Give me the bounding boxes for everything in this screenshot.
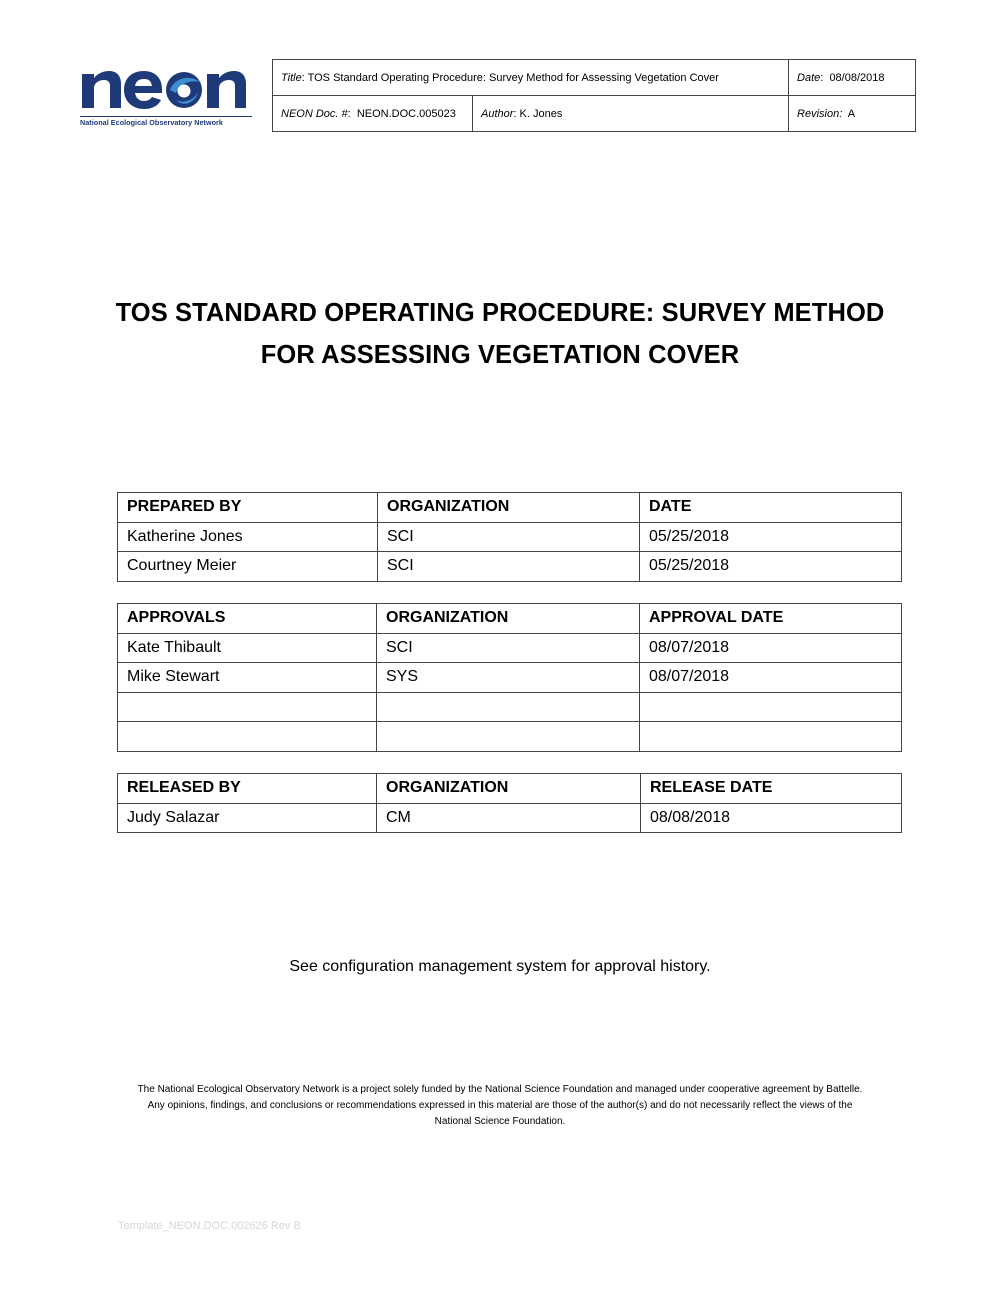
header-doc-label: NEON Doc. # <box>281 107 348 120</box>
column-header: APPROVALS <box>118 604 377 634</box>
organization-cell: SCI <box>378 552 640 582</box>
organization-cell: SYS <box>377 663 640 693</box>
column-header: RELEASE DATE <box>641 774 902 804</box>
table-row <box>118 633 902 663</box>
table-header-row <box>118 493 902 523</box>
column-header: ORGANIZATION <box>377 774 641 804</box>
header-author-value: K. Jones <box>519 107 563 120</box>
table-row <box>118 663 902 693</box>
header-author-cell: Author: K. Jones <box>473 96 789 132</box>
column-header: APPROVAL DATE <box>640 604 902 634</box>
neon-logo <box>80 60 252 132</box>
funding-disclaimer <box>100 1082 900 1130</box>
name-cell <box>118 722 377 752</box>
document-title <box>100 292 900 376</box>
approval-history-note: See configuration management system for approval history. <box>289 958 711 975</box>
table-header-row <box>118 604 902 634</box>
header-title-label: Title <box>281 71 302 84</box>
header-date-value: 08/08/2018 <box>829 71 885 84</box>
header-revision-value: A <box>847 107 856 120</box>
header-row-meta <box>273 96 916 132</box>
column-header: PREPARED BY <box>118 493 378 523</box>
header-author-label: Author <box>481 107 514 120</box>
name-cell: Courtney Meier <box>118 552 378 582</box>
organization-cell: SCI <box>377 633 640 663</box>
document-header-table <box>272 59 916 132</box>
released-by-table <box>117 773 902 833</box>
prepared-by-table <box>117 492 902 582</box>
date-cell <box>640 692 902 722</box>
header-title-value: TOS Standard Operating Procedure: Survey Method for Assessing Vegetation Cover <box>307 71 719 84</box>
disclaimer-line-3: National Science Foundation. <box>434 1116 566 1127</box>
document-title-line-2: FOR ASSESSING VEGETATION COVER <box>260 341 740 369</box>
date-cell: 08/07/2018 <box>640 633 902 663</box>
column-header: ORGANIZATION <box>378 493 640 523</box>
organization-cell: SCI <box>378 522 640 552</box>
disclaimer-line-1: The National Ecological Observatory Network is a project solely funded by the National Science Foundation and managed under cooperative agreement by Battelle. <box>137 1084 863 1095</box>
organization-cell <box>377 722 640 752</box>
header-date-label: Date <box>797 71 821 84</box>
organization-cell <box>377 692 640 722</box>
date-cell: 08/08/2018 <box>641 803 902 833</box>
header-revision-label: Revision: <box>797 107 843 120</box>
table-row <box>118 522 902 552</box>
column-header: ORGANIZATION <box>377 604 640 634</box>
header-date-cell: Date: 08/08/2018 <box>789 60 916 96</box>
column-header: DATE <box>640 493 902 523</box>
header-title-cell: Title: TOS Standard Operating Procedure: Survey Method for Assessing Vegetation Cover <box>273 60 789 96</box>
document-title-line-1: TOS STANDARD OPERATING PROCEDURE: SURVEY METHOD <box>115 299 885 327</box>
disclaimer-line-2: Any opinions, findings, and conclusions or recommendations expressed in this material are those of the author(s) and do not necessarily reflect the views of the <box>147 1100 853 1111</box>
logo-subtitle: National Ecological Observatory Network <box>80 116 252 127</box>
name-cell: Katherine Jones <box>118 522 378 552</box>
name-cell: Kate Thibault <box>118 633 377 663</box>
header-revision-cell <box>789 96 916 132</box>
template-id: Template_NEON.DOC.002626 Rev B <box>118 1220 301 1232</box>
header-doc-value: NEON.DOC.005023 <box>356 107 456 120</box>
table-header-row <box>118 774 902 804</box>
header-row-title <box>273 60 916 96</box>
neon-logo-icon <box>80 60 250 110</box>
date-cell <box>640 722 902 752</box>
table-row <box>118 803 902 833</box>
organization-cell: CM <box>377 803 641 833</box>
table-row <box>118 552 902 582</box>
table-row <box>118 722 902 752</box>
date-cell: 08/07/2018 <box>640 663 902 693</box>
name-cell: Mike Stewart <box>118 663 377 693</box>
approvals-table <box>117 603 902 752</box>
date-cell: 05/25/2018 <box>640 522 902 552</box>
name-cell <box>118 692 377 722</box>
date-cell: 05/25/2018 <box>640 552 902 582</box>
column-header: RELEASED BY <box>118 774 377 804</box>
name-cell: Judy Salazar <box>118 803 377 833</box>
header-doc-cell: NEON Doc. #: NEON.DOC.005023 <box>273 96 473 132</box>
table-row <box>118 692 902 722</box>
